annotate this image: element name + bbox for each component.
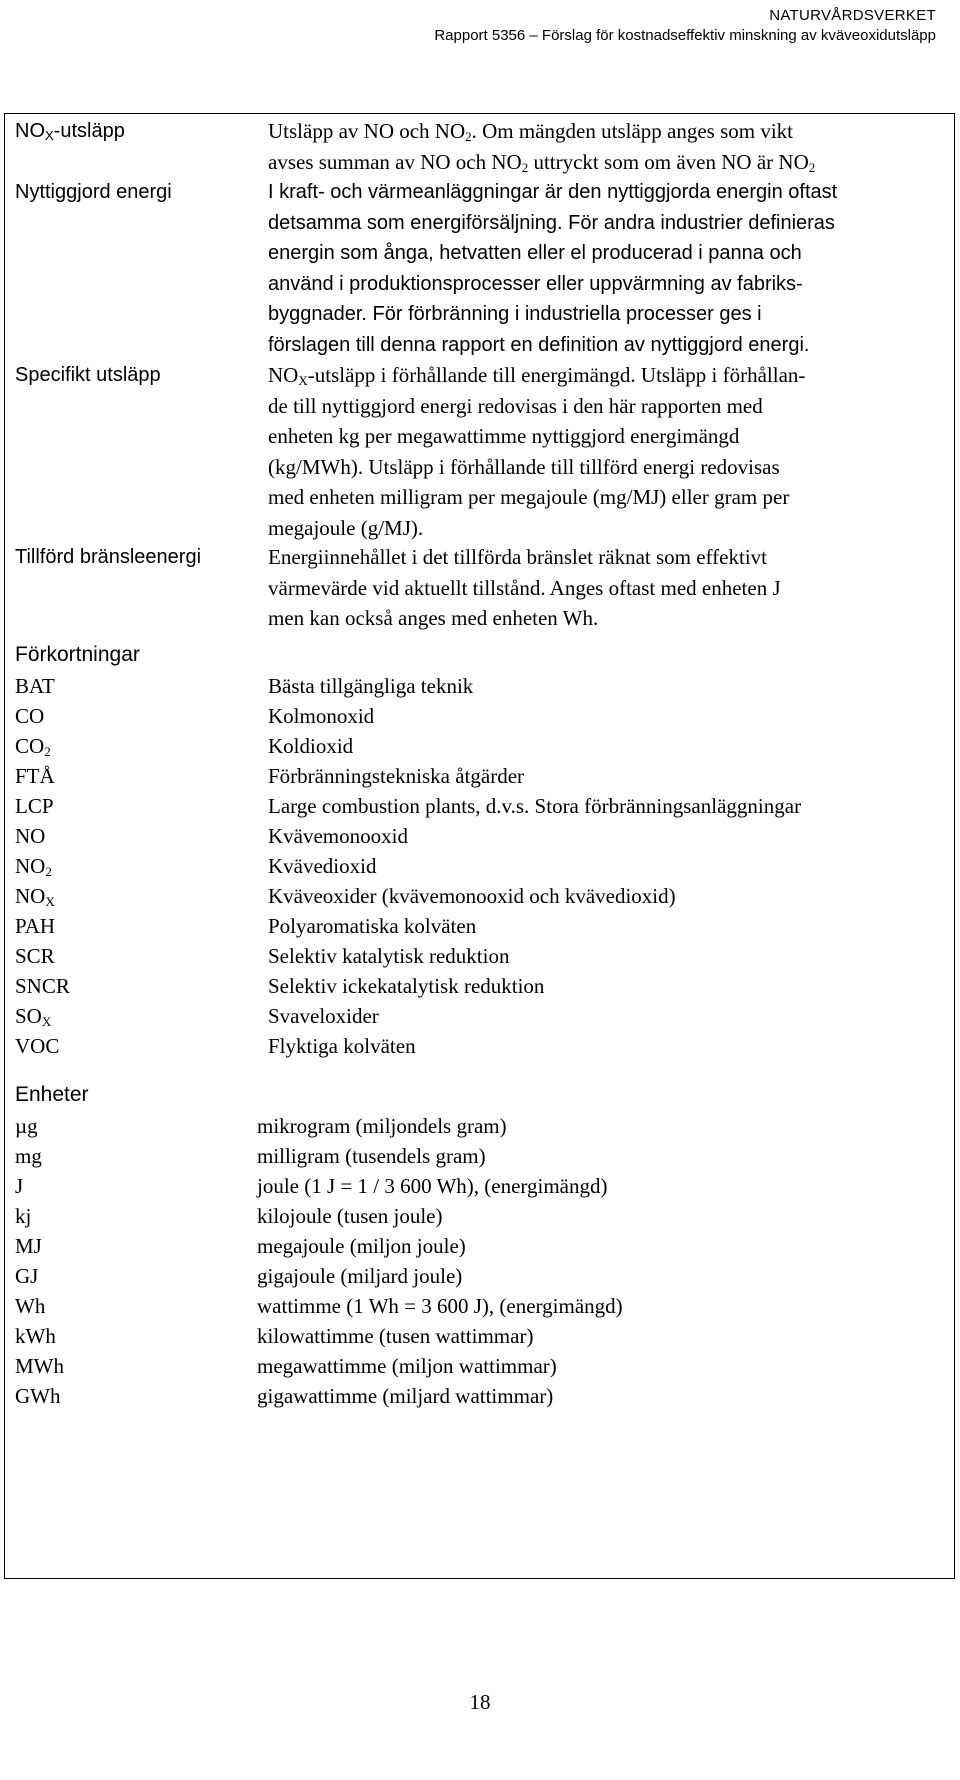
- list-item: BAT Bästa tillgängliga teknik: [15, 674, 474, 698]
- list-item: MWh megawattimme (miljon wattimmar): [15, 1354, 557, 1378]
- list-item: $SO_X$ Svaveloxider: [15, 1004, 379, 1029]
- list-item: kWh kilowattimme (tusen wattimmar): [15, 1324, 534, 1348]
- abbreviations-heading: Förkortningar: [15, 643, 140, 666]
- list-item: PAH Polyaromatiska kolväten: [15, 914, 477, 938]
- definition-specific-text: $NO_X$-utsläpp i förhållande till energimängd. Utsläpp i förhållan- de till nyttiggjord energi redovisas i den här rapporten med enheten kg per megawattimme nyttiggjord energimängd (kg/MWh). Utsläpp i förhållande till tillförd energi redovisas med enheten milligram per megajoule (mg/MJ) eller gram per megajoule (g/MJ).: [268, 363, 806, 540]
- list-item: NO Kvävemonooxid: [15, 824, 408, 848]
- list-item: J joule (1 J = 1 / 3 600 Wh), (energimängd): [15, 1174, 608, 1198]
- list-item: FTÅ Förbränningstekniska åtgärder: [15, 764, 525, 788]
- list-item: VOC Flyktiga kolväten: [15, 1034, 416, 1058]
- page-header: [176, 6, 936, 46]
- list-item: GJ gigajoule (miljard joule): [15, 1264, 463, 1288]
- list-item: GWh gigawattimme (miljard wattimmar): [15, 1384, 554, 1408]
- term-fuel: Tillförd bränsleenergi: [15, 546, 202, 568]
- list-item: Wh wattimme (1 Wh = 3 600 J), (energimängd): [15, 1294, 623, 1318]
- header-report-title: Rapport 5356 – Förslag för kostnadseffektiv minskning av kväveoxidutsläpp: [434, 27, 936, 44]
- term-energy: Nyttiggjord energi: [15, 181, 172, 203]
- list-item: mg milligram (tusendels gram): [15, 1144, 486, 1168]
- list-item: SCR Selektiv katalytisk reduktion: [15, 944, 510, 968]
- page-number: 18: [469, 1690, 491, 1714]
- list-item: µg mikrogram (miljondels gram): [15, 1114, 507, 1138]
- term-nox: $NO_X$-utsläpp: [15, 120, 125, 143]
- list-item: CO Kolmonoxid: [15, 704, 375, 728]
- definition-energy-text: I kraft- och värmeanläggningar är den nyttiggjorda energin oftast detsamma som energiförsäljning. För andra industrier definieras energin som ånga, hetvatten eller el producerad i panna och använd i produktionsprocesser eller uppvärmning av fabriks- byggnader. För förbränning i industriella processer ges i förslagen till denna rapport en definition av nyttiggjord energi.: [268, 181, 838, 356]
- list-item: $CO_2$ Koldioxid: [15, 734, 354, 759]
- list-item: kj kilojoule (tusen joule): [15, 1204, 443, 1228]
- definition-fuel-text: Energiinnehållet i det tillförda bränslet räknat som effektivt värmevärde vid aktuellt tillstånd. Anges oftast med enheten J men kan också anges med enheten Wh.: [268, 545, 781, 630]
- list-item: SNCR Selektiv ickekatalytisk reduktion: [15, 974, 545, 998]
- list-item: MJ megajoule (miljon joule): [15, 1234, 466, 1258]
- list-item: LCP Large combustion plants, d.v.s. Stora förbränningsanläggningar: [15, 794, 802, 818]
- list-item: $NO_2$ Kvävedioxid: [15, 854, 377, 879]
- term-specific: Specifikt utsläpp: [15, 364, 161, 386]
- header-org: NATURVÅRDSVERKET: [769, 7, 936, 24]
- units-heading: Enheter: [15, 1083, 89, 1106]
- definitions-box: [4, 113, 955, 1579]
- definition-nox-text: Utsläpp av NO och $NO_2$. Om mängden utsläpp anges som vikt avses summan av NO och $NO_2$ uttryckt som om även NO är $NO_2$: [268, 119, 816, 175]
- list-item: $NO_X$ Kväveoxider (kvävemonooxid och kvävedioxid): [15, 884, 676, 909]
